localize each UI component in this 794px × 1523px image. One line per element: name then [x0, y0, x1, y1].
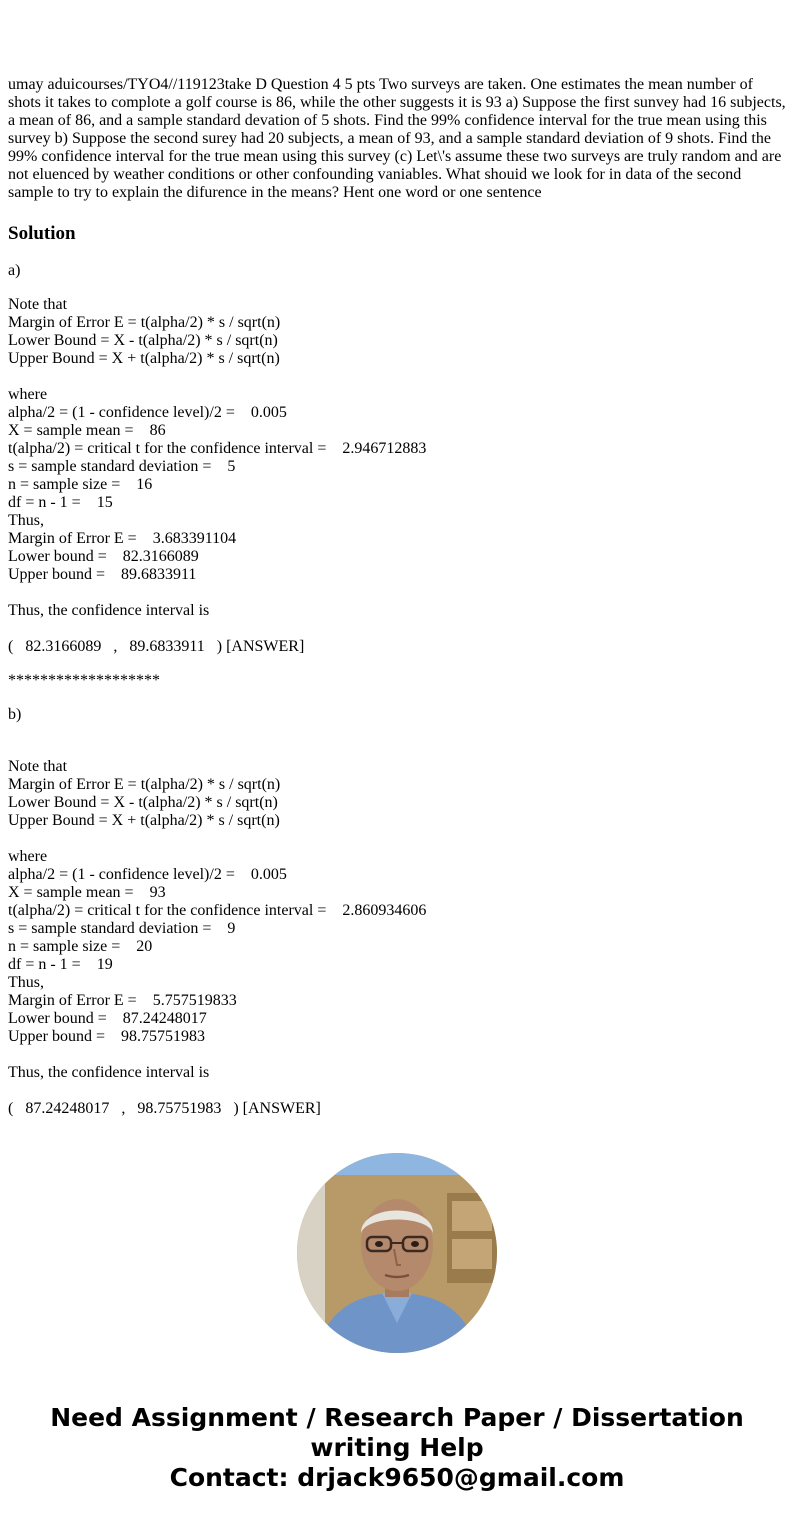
part-b-values — [8, 848, 788, 1046]
part-a-label: a) — [8, 262, 21, 279]
question-text: umay aduicourses/TYO4//119123take D Question 4 5 pts Two surveys are taken. One estimates the mean number of shots it takes to complote a golf course is 86, while the other suggests it is 93 a) Suppose the first sunvey had 16 subjects, a mean of 86, and a sample standard devation of 5 shots. Find the 99% confidence interval for the true mean using this survey b) Suppose the second surey had 20 subjects, a mean of 93, and a sample standard deviation of 9 shots. Find the 99% confidence interval for the true mean using this survey (c) Let\'s assume these two surveys are truly random and are not eluenced by weather conditions or other confounding vaniables. What shouid we look for in data of the second sample to try to explain the difurence in the means? Hent one word or one sentence — [8, 76, 786, 201]
value-line: Upper bound = 89.6833911 — [8, 566, 197, 583]
value-line: Thus, — [8, 512, 44, 529]
part-a-answer: ( 82.3166089 , 89.6833911 ) [ANSWER] — [8, 638, 305, 655]
value-line: Margin of Error E = 5.757519833 — [8, 992, 237, 1009]
value-line: t(alpha/2) = critical t for the confidence interval = 2.946712883 — [8, 440, 427, 457]
value-line: Thus, — [8, 974, 44, 991]
formula-line: Upper Bound = X + t(alpha/2) * s / sqrt(n) — [8, 350, 280, 367]
footer-line-2: writing Help — [310, 1433, 484, 1462]
value-line: alpha/2 = (1 - confidence level)/2 = 0.005 — [8, 866, 287, 883]
formula-line: Lower Bound = X - t(alpha/2) * s / sqrt(n) — [8, 794, 278, 811]
footer-line-1: Need Assignment / Research Paper / Dissertation — [50, 1403, 744, 1432]
formula-line: Note that — [8, 758, 68, 775]
formula-line: Upper Bound = X + t(alpha/2) * s / sqrt(n) — [8, 812, 280, 829]
value-line: where — [8, 848, 48, 865]
value-line: where — [8, 386, 48, 403]
formula-line: Lower Bound = X - t(alpha/2) * s / sqrt(n) — [8, 332, 278, 349]
value-line: Upper bound = 98.75751983 — [8, 1028, 206, 1045]
value-line: df = n - 1 = 19 — [8, 956, 113, 973]
formula-line: Note that — [8, 296, 68, 313]
solution-heading: Solution — [8, 223, 76, 244]
part-b-conclusion: Thus, the confidence interval is — [8, 1064, 210, 1081]
value-line: X = sample mean = 93 — [8, 884, 166, 901]
part-b-answer: ( 87.24248017 , 98.75751983 ) [ANSWER] — [8, 1100, 321, 1117]
part-a-values — [8, 386, 788, 584]
value-line: n = sample size = 20 — [8, 938, 153, 955]
document-body — [8, 76, 788, 1118]
footer-line-3: Contact: drjack9650@gmail.com — [169, 1463, 625, 1492]
value-line: t(alpha/2) = critical t for the confidence interval = 2.860934606 — [8, 902, 427, 919]
formula-line: Margin of Error E = t(alpha/2) * s / sqrt(n) — [8, 776, 281, 793]
contact-footer — [0, 1403, 794, 1493]
section-divider: ******************* — [8, 672, 160, 689]
part-b-label: b) — [8, 706, 22, 723]
part-a-conclusion: Thus, the confidence interval is — [8, 602, 210, 619]
avatar-portrait — [297, 1153, 497, 1353]
value-line: s = sample standard deviation = 9 — [8, 920, 236, 937]
value-line: s = sample standard deviation = 5 — [8, 458, 236, 475]
formula-line: Margin of Error E = t(alpha/2) * s / sqrt(n) — [8, 314, 281, 331]
value-line: n = sample size = 16 — [8, 476, 153, 493]
avatar — [297, 1153, 497, 1353]
value-line: alpha/2 = (1 - confidence level)/2 = 0.005 — [8, 404, 287, 421]
value-line: X = sample mean = 86 — [8, 422, 166, 439]
value-line: Margin of Error E = 3.683391104 — [8, 530, 237, 547]
value-line: Lower bound = 82.3166089 — [8, 548, 199, 565]
value-line: Lower bound = 87.24248017 — [8, 1010, 207, 1027]
value-line: df = n - 1 = 15 — [8, 494, 113, 511]
part-a-formulas — [8, 296, 788, 368]
part-b-formulas — [8, 758, 788, 830]
